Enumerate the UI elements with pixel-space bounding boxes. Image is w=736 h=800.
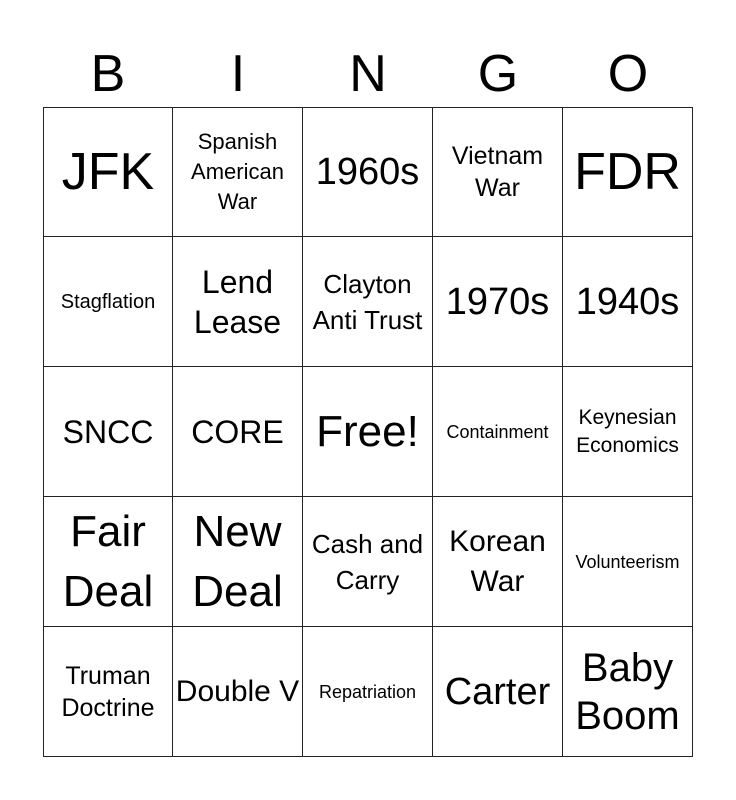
bingo-cell[interactable] — [303, 237, 433, 367]
cell-text: Double V — [175, 674, 300, 708]
bingo-grid — [43, 107, 693, 757]
bingo-cell[interactable] — [303, 497, 433, 627]
cell-text: 1940s — [575, 280, 680, 323]
cell-text: Truman Doctrine — [61, 661, 155, 722]
cell-text: Repatriation — [318, 681, 417, 702]
bingo-header — [43, 40, 693, 108]
cell-text: SNCC — [62, 413, 154, 450]
cell-text: New Deal — [192, 506, 283, 616]
bingo-cell[interactable] — [303, 107, 433, 237]
cell-text: Volunteerism — [575, 551, 680, 572]
bingo-cell[interactable] — [563, 237, 693, 367]
cell-text: Clayton Anti Trust — [312, 268, 423, 335]
cell-text: Spanish American War — [191, 129, 284, 214]
bingo-cell[interactable] — [433, 497, 563, 627]
cell-text: 1970s — [445, 280, 550, 323]
bingo-cell free-space[interactable] — [303, 367, 433, 497]
bingo-cell[interactable] — [563, 367, 693, 497]
header-letter-n: N — [349, 45, 387, 103]
cell-text: CORE — [191, 413, 284, 450]
bingo-cell[interactable] — [173, 107, 303, 237]
header-letter-o: O — [607, 45, 649, 103]
bingo-cell[interactable] — [433, 627, 563, 757]
bingo-cell[interactable] — [43, 627, 173, 757]
cell-text: Stagflation — [60, 290, 156, 313]
bingo-cell[interactable] — [563, 627, 693, 757]
bingo-cell[interactable] — [303, 627, 433, 757]
bingo-cell[interactable] — [173, 497, 303, 627]
cell-text: Lend Lease — [193, 263, 282, 340]
cell-text: Containment — [446, 421, 549, 442]
cell-text: Korean War — [449, 524, 546, 598]
bingo-cell[interactable] — [563, 497, 693, 627]
cell-text: Keynesian Economics — [576, 405, 679, 457]
header-letter-b: B — [90, 45, 126, 103]
bingo-cell[interactable] — [173, 627, 303, 757]
bingo-cell[interactable] — [173, 237, 303, 367]
bingo-cell[interactable] — [563, 107, 693, 237]
cell-text: Carter — [444, 670, 551, 713]
bingo-cell[interactable] — [43, 367, 173, 497]
cell-text: JFK — [61, 143, 155, 201]
free-space-text: Free! — [316, 406, 419, 456]
cell-text: FDR — [574, 143, 681, 201]
bingo-cell[interactable] — [433, 367, 563, 497]
header-letter-g: G — [477, 45, 519, 103]
cell-text: Baby Boom — [575, 645, 680, 738]
cell-text: 1960s — [315, 151, 420, 193]
bingo-cell[interactable] — [43, 497, 173, 627]
bingo-cell[interactable] — [43, 107, 173, 237]
bingo-cell[interactable] — [173, 367, 303, 497]
cell-text: Vietnam War — [451, 142, 544, 202]
bingo-cell[interactable] — [433, 237, 563, 367]
bingo-cell[interactable] — [433, 107, 563, 237]
header-letter-i: I — [230, 45, 246, 103]
bingo-cell[interactable] — [43, 237, 173, 367]
cell-text: Fair Deal — [62, 506, 154, 616]
cell-text: Cash and Carry — [311, 528, 424, 595]
